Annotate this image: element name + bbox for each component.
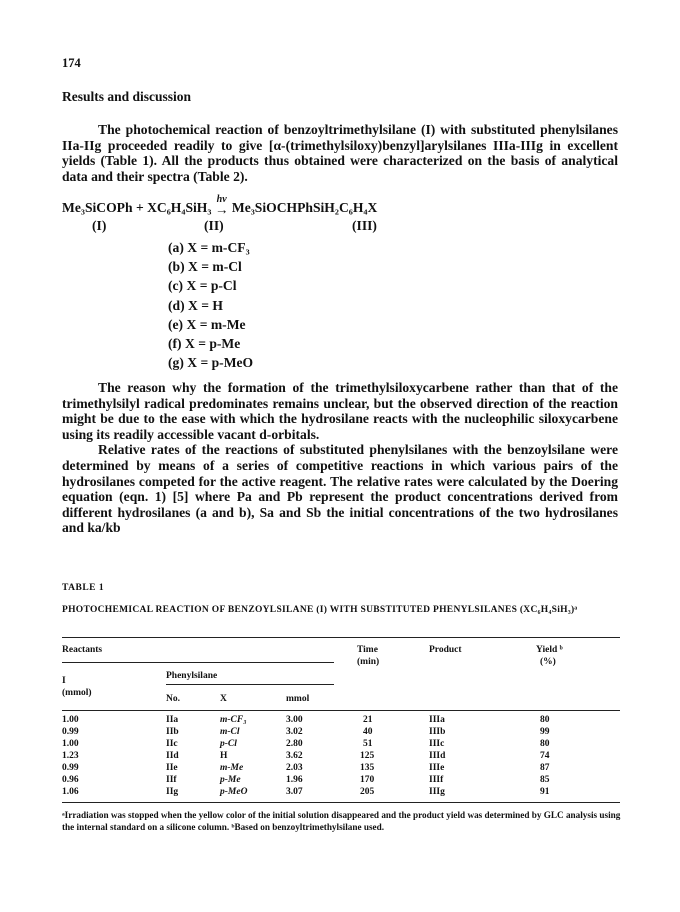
cell-no: IIc (166, 739, 178, 749)
substituent-item: (a) X = m-CF₃ (168, 240, 250, 255)
cell-time: 21 (363, 715, 373, 725)
cell-no: IIf (166, 775, 177, 785)
paragraph-1 (62, 122, 618, 184)
cell-i: 1.06 (62, 787, 79, 797)
paragraph-3-text: Relative rates of the reactions of substituted phenylsilanes with the benzoylsilane were determined by means of a series of competitive reactions in which various pairs of the hydrosilanes competed for the active reagent. The relative rates were calculated by the Doering equation (eqn. 1) [5] where Pa and Pb represent the product concentrations derived from different hydrosilanes (a and b), Sa and Sb the initial concentrations of the two hydrosilanes and ka/kb (62, 442, 618, 536)
header-x: X (220, 694, 227, 704)
cell-yield: 74 (540, 751, 550, 761)
table-caption: PHOTOCHEMICAL REACTION OF BENZOYLSILANE (I) WITH SUBSTITUTED PHENYLSILANES (XC₆H₄SiH₃)ᵃ (62, 605, 578, 615)
substituent-item: (c) X = p-Cl (168, 278, 237, 294)
cell-x: m-CF₃ (220, 715, 247, 725)
table-bottom-rule (62, 802, 620, 803)
paragraph-2 (62, 380, 618, 536)
cell-i: 1.00 (62, 739, 79, 749)
cell-x: m-Cl (220, 727, 240, 737)
cell-mmol: 3.07 (286, 787, 303, 797)
cell-no: IIg (166, 787, 179, 797)
cell-i: 0.99 (62, 763, 79, 773)
cell-product: IIId (429, 751, 446, 761)
paragraph-2-text: The reason why the formation of the trimethylsiloxycarbene rather than that of the trimethylsilyl radical predominates remains unclear, but the observed direction of the reaction might be due to the ease with which the hydrosilane reacts with the nucleophilic siloxycarbene using its readily accessible vacant d-orbitals. (62, 380, 618, 442)
cell-time: 135 (360, 763, 375, 773)
cell-mmol: 2.80 (286, 739, 303, 749)
plus-sign: + (135, 200, 144, 215)
cell-time: 40 (363, 727, 373, 737)
cell-product: IIIe (429, 763, 445, 773)
cell-time: 51 (363, 739, 373, 749)
cell-product: IIIc (429, 739, 445, 749)
cell-mmol: 3.02 (286, 727, 303, 737)
cell-i: 0.99 (62, 727, 79, 737)
cell-mmol: 3.62 (286, 751, 303, 761)
cell-yield: 91 (540, 787, 550, 797)
substituent-item: (b) X = m-Cl (168, 259, 242, 275)
header-reactants: Reactants (62, 645, 103, 655)
cell-time: 125 (360, 751, 375, 761)
reaction-arrow (215, 196, 229, 216)
page-number: 174 (62, 56, 81, 70)
cell-mmol: 2.03 (286, 763, 303, 773)
cell-mmol: 3.00 (286, 715, 303, 725)
cell-x: p-MeO (220, 787, 248, 797)
cell-x: p-Cl (220, 739, 237, 749)
cell-no: IIe (166, 763, 178, 773)
product: Me₃SiOCHPhSiH₂C₆H₄X (231, 200, 378, 215)
table-header-bottom-rule (62, 710, 620, 711)
cell-no: IId (166, 751, 179, 761)
table-label: TABLE 1 (62, 583, 105, 593)
cell-product: IIIf (429, 775, 444, 785)
table-top-rule (62, 637, 620, 638)
reactants-rule (62, 662, 334, 663)
paragraph-1-text: The photochemical reaction of benzoyltrimethylsilane (I) with substituted phenylsilanes IIa-IIg proceeded readily to give [α-(trimethylsiloxy)benzyl]arylsilanes IIIa-IIIg in excellent yields (Table 1). All the products thus obtained were characterized on the basis of analytical data and their spectra (Table 2). (62, 122, 618, 184)
cell-x: H (220, 751, 228, 761)
cell-i: 1.00 (62, 715, 79, 725)
cell-i: 1.23 (62, 751, 79, 761)
reactant-1: Me₃SiCOPh (62, 200, 133, 215)
header-yield-unit: (%) (540, 657, 556, 667)
cell-time: 205 (360, 787, 375, 797)
label-iii: (III) (352, 218, 377, 233)
header-product: Product (429, 645, 462, 655)
cell-yield: 80 (540, 739, 550, 749)
label-ii: (II) (204, 218, 224, 233)
reaction-equation (62, 194, 377, 216)
header-mmol: mmol (286, 694, 310, 704)
header-time-unit: (min) (357, 657, 380, 667)
cell-no: IIb (166, 727, 179, 737)
cell-i: 0.96 (62, 775, 79, 785)
label-i: (I) (92, 218, 107, 233)
reactant-2: XC₆H₄SiH₃ (147, 200, 212, 215)
phenylsilane-rule (166, 684, 334, 685)
substituent-item: (g) X = p-MeO (168, 355, 254, 371)
cell-no: IIa (166, 715, 179, 725)
section-heading: Results and discussion (62, 89, 192, 104)
cell-product: IIIa (429, 715, 445, 725)
substituent-item: (e) X = m-Me (168, 316, 246, 332)
table-footnote: ᵃIrradiation was stopped when the yellow color of the initial solution disappeared and the product yield was determined by GLC analysis using the internal standard on a silicone column. ᵇBased on benzoyltrimethylsilane used. (62, 810, 621, 833)
header-no: No. (166, 694, 180, 704)
cell-product: IIIb (429, 727, 446, 737)
header-phenylsilane: Phenylsilane (166, 671, 218, 681)
substituent-item: (f) X = p-Me (168, 336, 241, 352)
substituent-item: (d) X = H (168, 297, 223, 313)
cell-yield: 80 (540, 715, 550, 725)
cell-mmol: 1.96 (286, 775, 303, 785)
header-i-unit: (mmol) (62, 688, 92, 698)
header-time: Time (357, 645, 378, 655)
cell-yield: 99 (540, 727, 550, 737)
arrow-symbol: → (214, 202, 229, 217)
cell-product: IIIg (429, 787, 445, 797)
cell-yield: 87 (540, 763, 550, 773)
cell-x: p-Me (220, 775, 241, 785)
cell-yield: 85 (540, 775, 550, 785)
arrow-label: hν (216, 194, 227, 205)
header-i: I (62, 676, 66, 686)
substituent-list (168, 238, 253, 372)
cell-x: m-Me (220, 763, 244, 773)
header-yield: Yield ᵇ (536, 645, 563, 655)
cell-time: 170 (360, 775, 375, 785)
